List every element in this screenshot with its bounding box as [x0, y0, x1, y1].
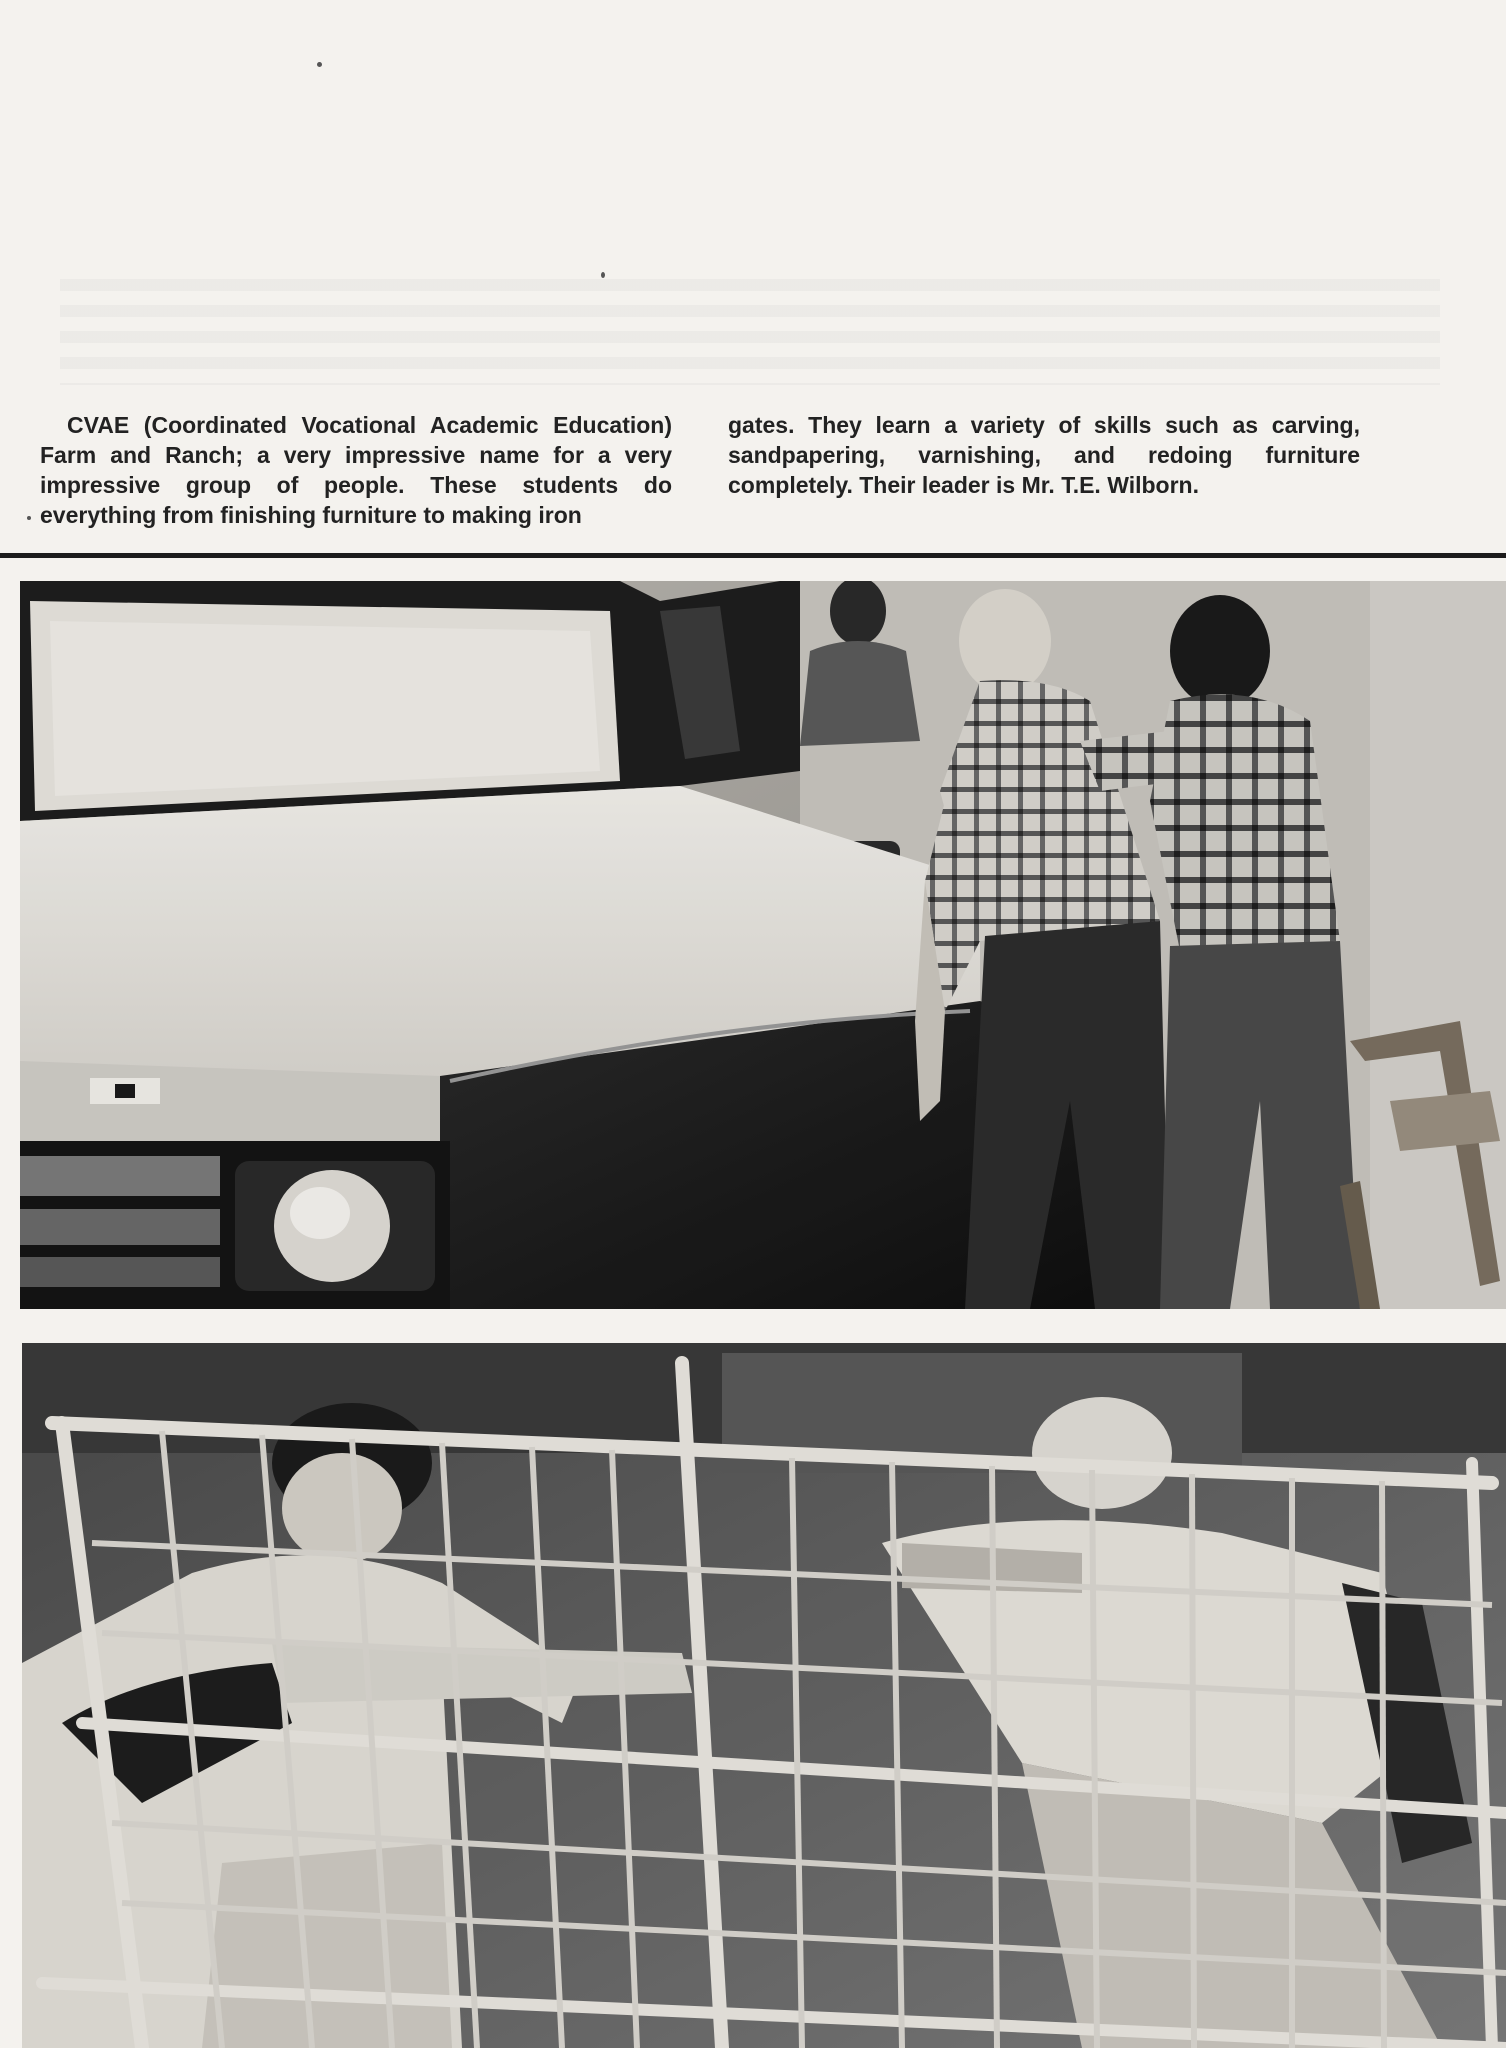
horizontal-divider — [0, 553, 1506, 558]
caption-column-left: CVAE (Coordinated Vocational Academic Education) Farm and Ranch; a very impressive name for a very impressive group of people. These students do everything from finishing furniture to making iron — [40, 412, 672, 528]
gate-photo-illustration — [22, 1343, 1506, 2048]
paper-speck — [27, 516, 31, 520]
paper-speck — [317, 62, 322, 67]
caption-text — [40, 410, 1380, 530]
photo-students-building-gate — [22, 1343, 1506, 2048]
photo-students-at-truck — [20, 581, 1506, 1309]
caption-column-right: gates. They learn a variety of skills such as carving, sandpapering, varnishing, and redoing furniture completely. Their leader is Mr. T.E. Wilborn. — [728, 412, 1360, 498]
reverse-side-show-through — [60, 265, 1440, 385]
paper-speck — [601, 272, 605, 278]
truck-photo-illustration — [20, 581, 1506, 1309]
